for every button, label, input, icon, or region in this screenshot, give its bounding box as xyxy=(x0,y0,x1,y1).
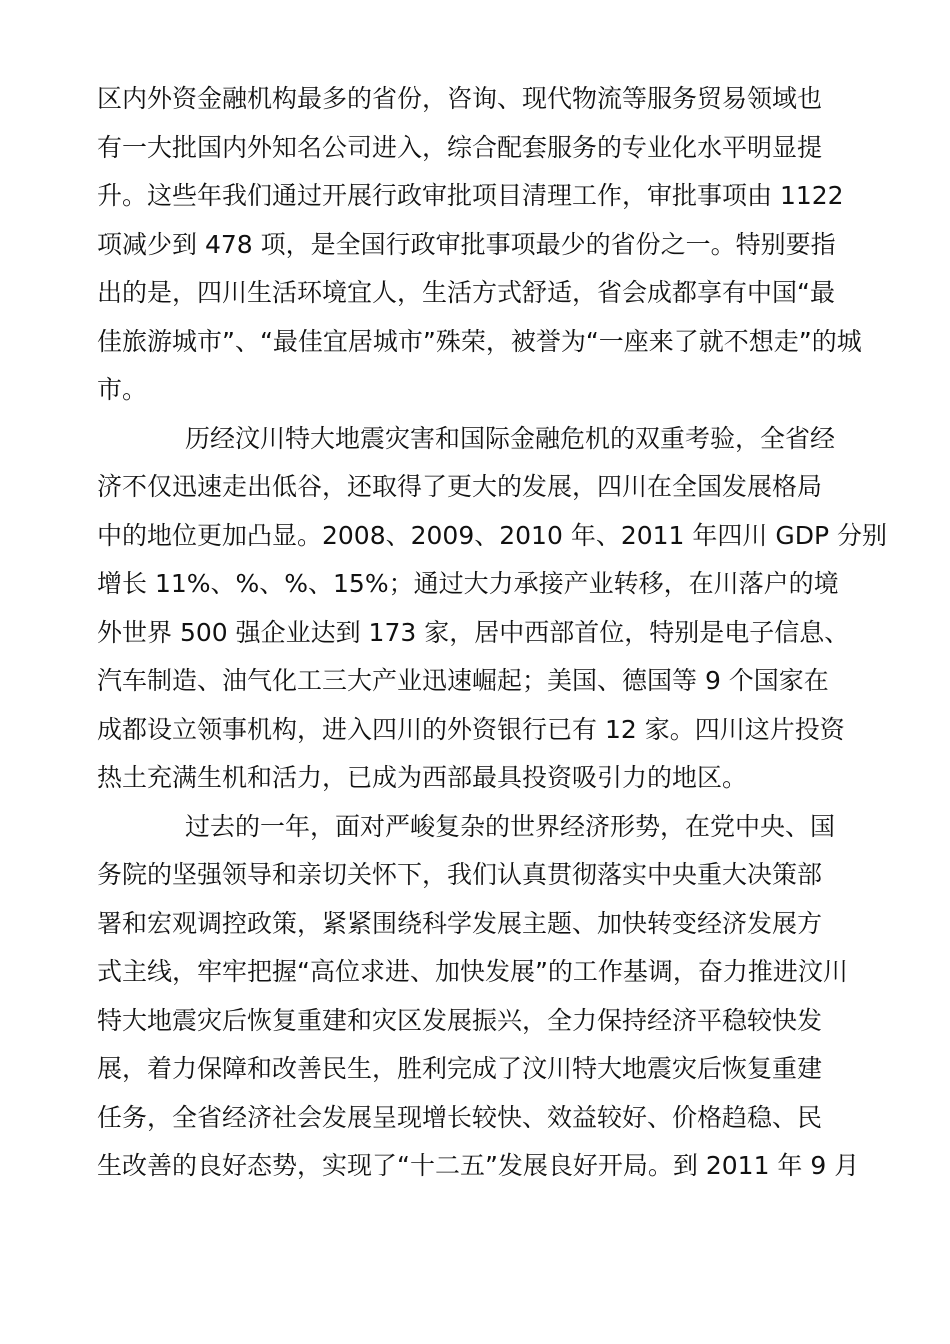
text-line: 署和宏观调控政策，紧紧围绕科学发展主题、加快转变经济发展方 xyxy=(97,908,823,938)
text-line: 增长 11%、%、%、15%；通过大力承接产业转移，在川落户的境 xyxy=(97,569,839,598)
paragraph-1 xyxy=(97,75,862,415)
text-line: 特大地震灾后恢复重建和灾区发展振兴，全力保持经济平稳较快发 xyxy=(97,1005,823,1035)
text-line: 市。 xyxy=(97,375,148,404)
text-line: 项减少到 478 项，是全国行政审批事项最少的省份之一。特别要指 xyxy=(97,229,836,259)
text-line: 成都设立领事机构，进入四川的外资银行已有 12 家。四川这片投资 xyxy=(97,714,845,744)
text-line: 济不仅迅速走出低谷，还取得了更大的发展，四川在全国发展格局 xyxy=(97,472,823,501)
text-line: 出的是，四川生活环境宜人，生活方式舒适，省会成都享有中国“最 xyxy=(97,278,835,307)
text-line: 区内外资金融机构最多的省份，咨询、现代物流等服务贸易领域也 xyxy=(97,84,823,113)
paragraph-3 xyxy=(97,803,860,1191)
text-line: 外世界 500 强企业达到 173 家，居中西部首位，特别是电子信息、 xyxy=(97,617,850,647)
text-line: 有一大批国内外知名公司进入，综合配套服务的专业化水平明显提 xyxy=(97,132,823,162)
text-line: 历经汶川特大地震灾害和国际金融危机的双重考验，全省经 xyxy=(185,423,836,453)
text-line: 展，着力保障和改善民生，胜利完成了汶川特大地震灾后恢复重建 xyxy=(97,1054,823,1083)
body-text xyxy=(97,75,887,1191)
paragraph-2 xyxy=(97,415,887,803)
text-line: 热土充满生机和活力，已成为西部最具投资吸引力的地区。 xyxy=(97,763,748,792)
text-line: 任务，全省经济社会发展呈现增长较快、效益较好、价格趋稳、民 xyxy=(97,1102,823,1132)
text-line: 式主线，牢牢把握“高位求进、加快发展”的工作基调，奋力推进汶川 xyxy=(97,957,848,986)
text-line: 中的地位更加凸显。2008、2009、2010 年、2011 年四川 GDP 分别 xyxy=(97,520,887,550)
text-line: 务院的坚强领导和亲切关怀下，我们认真贯彻落实中央重大决策部 xyxy=(97,860,823,889)
text-line: 升。这些年我们通过开展行政审批项目清理工作，审批事项由 1122 xyxy=(97,181,844,210)
text-line: 佳旅游城市”、“最佳宜居城市”殊荣，被誉为“一座来了就不想走”的城 xyxy=(97,326,862,356)
text-line: 过去的一年，面对严峻复杂的世界经济形势，在党中央、国 xyxy=(185,811,836,841)
text-line: 汽车制造、油气化工三大产业迅速崛起；美国、德国等 9 个国家在 xyxy=(97,666,829,695)
text-line: 生改善的良好态势，实现了“十二五”发展良好开局。到 2011 年 9 月 xyxy=(97,1151,860,1180)
